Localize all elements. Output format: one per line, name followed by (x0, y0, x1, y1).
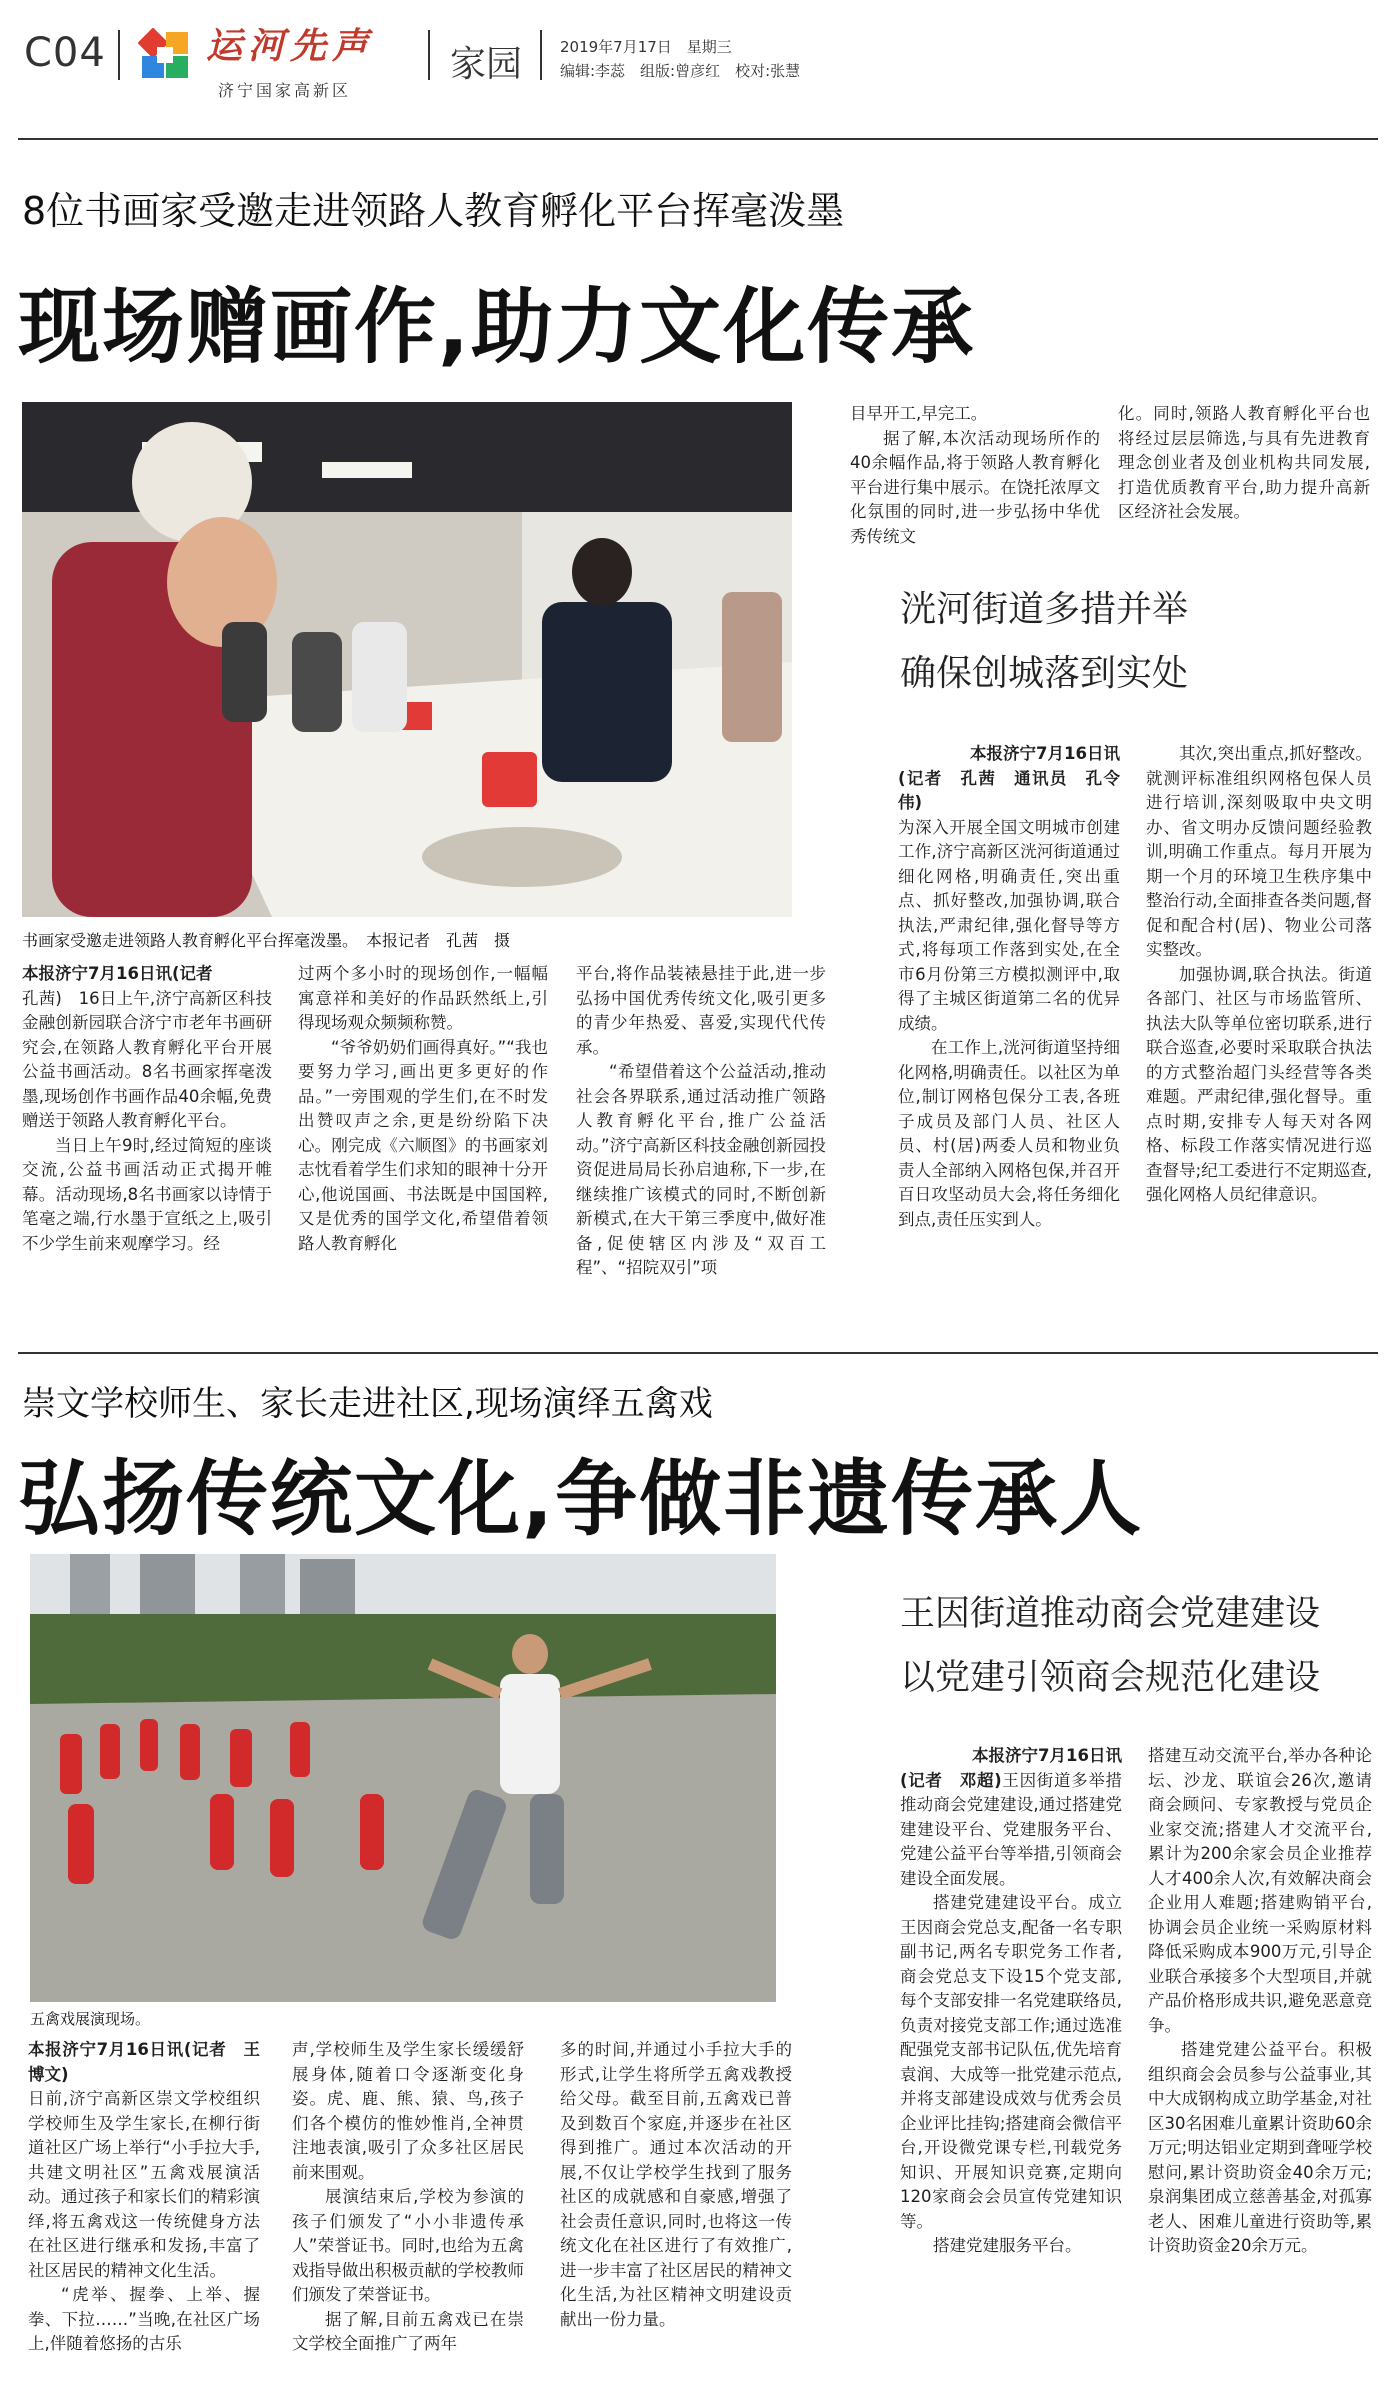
article3-headline: 弘扬传统文化,争做非遗传承人 (18, 1452, 1144, 1547)
article4-paragraph: 搭建互动交流平台,举办各种论坛、沙龙、联谊会26次,邀请商会顾问、专家教授与党员企业家交流;搭建人才交流平台,累计为200余家会员企业推荐人才400余人次,有效解决商会企业用人难题;搭建购销平台,协调会员企业统一采购原材料降低采购成本900万元,引导企业联合承接多个大型项目,并就产品价格形成共识,避免恶意竞争。 (1148, 1746, 1372, 2035)
article3-dateline: 本报济宁7月16日讯(记者 王博文) (28, 2040, 260, 2084)
article2-paragraph: 其次,突出重点,抓好整改。就测评标准组织网格包保人员进行培训,深刻吸取中央文明办、省文明办反馈问题经验教训,明确工作重点。每月开展为期一个月的环境卫生秩序集中整治行动,全面排查各类问题,督促和配合村(居)、物业公司落实整改。 (1146, 744, 1372, 959)
article2-paragraph: 为深入开展全国文明城市创建工作,济宁高新区洸河街道通过细化网格,明确责任,突出重点、抓好整改,加强协调,联合执法,严肃纪律,强化督导等方式,将每项工作落到实处,在全市6月份第三方模拟测评中,取得了主城区街道第二名的优异成绩。 (898, 817, 1120, 1033)
header-divider (118, 30, 120, 80)
article4-title-line: 以党建引领商会规范化建设 (900, 1658, 1321, 1698)
article4-dateline: 本报济宁7月16日讯 (972, 1746, 1122, 1765)
article4-title-line: 王因街道推动商会党建建设 (900, 1594, 1321, 1634)
article2-title (900, 578, 1188, 706)
article2-title-line: 确保创城落到实处 (900, 653, 1189, 694)
header-divider (428, 30, 430, 80)
article3-photo-caption: 五禽戏展演现场。 (30, 2010, 151, 2028)
article3-paragraph: 展演结束后,学校为参演的孩子们颁发了“小小非遗传承人”荣誉证书。同时,也给为五禽戏指导做出积极贡献的学校教师们颁发了荣誉证书。 (292, 2187, 524, 2304)
five-animal-exercise-photo (30, 1554, 776, 2002)
article3-column-1 (28, 2038, 260, 2357)
article2-paragraph: 在工作上,洸河街道坚持细化网格,明确责任。以社区为单位,制订网格包保分工表,各班子成员及部门人员、社区人员、村(居)两委人员和物业负责人全部纳入网格包保,并召开百日攻坚动员大会,将任务细化到点,责任压实到人。 (898, 1038, 1120, 1229)
newspaper-logo-icon (138, 28, 192, 82)
article1-photo-caption: 书画家受邀走进领路人教育孵化平台挥毫泼墨。 本报记者 孔茜 摄 (22, 931, 511, 950)
brand-title: 运河先声 (206, 25, 375, 67)
brand-subtitle: 济宁国家高新区 (218, 81, 352, 100)
article4-column-1 (900, 1744, 1122, 2259)
article2-reporter: (记者 孔茜 通讯员 孔令伟) (898, 768, 1120, 812)
article1-headline: 现场赠画作,助力文化传承 (18, 280, 976, 375)
article1-paragraph: 目早开工,早完工。 (850, 404, 988, 423)
article4-paragraph: 搭建党建公益平台。积极组织商会会员参与公益事业,其中大成钢构成立助学基金,对社区30名困难儿童累计资助60余万元;明达铝业定期到聋哑学校慰问,累计资助资金40余万元;泉润集团成立慈善基金,对孤寡老人、困难儿童进行资助等,累计资助资金20余万元。 (1148, 2040, 1372, 2255)
article4-paragraph: 搭建党建服务平台。 (933, 2236, 1082, 2255)
section-name: 家园 (450, 44, 523, 85)
article3-paragraph: 多的时间,并通过小手拉大手的形式,让学生将所学五禽戏教授给父母。截至目前,五禽戏已普及到数百个家庭,并逐步在社区得到推广。通过本次活动的开展,不仅让学校学生找到了服务社区的成就感和自豪感,增强了社会责任意识,同时,也将这一传统文化在社区进行了有效推广,进一步丰富了社区居民的精神文化生活,为社区精神文明建设贡献出一份力量。 (560, 2040, 792, 2329)
calligraphy-event-photo (22, 402, 792, 917)
article3-kicker: 崇文学校师生、家长走进社区,现场演绎五禽戏 (22, 1384, 713, 1424)
article1-column-4 (850, 402, 1100, 549)
article1-paragraph: 据了解,本次活动现场所作的40余幅作品,将于领路人教育孵化平台进行集中展示。在饶托浓厚文化氛围的同时,进一步弘扬中华优秀传统文 (850, 428, 1100, 546)
article4-paragraph: 王因街道多举措推动商会党建建设,通过搭建党建建设平台、党建服务平台、党建公益平台等举措,引领商会建设全面发展。 (900, 1770, 1122, 1888)
article4-title (900, 1582, 1320, 1710)
article3-paragraph: 据了解,目前五禽戏已在崇文学校全面推广了两年 (292, 2309, 524, 2353)
article1-dateline: 本报济宁7月16日讯(记者 (22, 964, 213, 983)
article1-column-1 (22, 962, 272, 1256)
article1-column-2 (298, 962, 548, 1256)
article1-paragraph: “爷爷奶奶们画得真好。”“我也要努力学习,画出更多更好的作品。”一旁围观的学生们,在不时发出赞叹声之余,更是纷纷陷下决心。刚完成《六顺图》的书画家刘志忱看着学生们求知的眼神十分开心,他说国画、书法既是中国国粹,又是优秀的国学文化,希望借着领路人教育孵化 (298, 1037, 548, 1253)
article1-paragraph: 孔茜) 16日上午,济宁高新区科技金融创新园联合济宁市老年书画研究会,在领路人教育孵化平台开展公益书画活动。8名书画家挥毫泼墨,现场创作书画作品40余幅,免费赠送于领路人教育孵化平台。 (22, 988, 272, 1130)
issue-date: 2019年7月17日 星期三 (560, 38, 732, 56)
editor-credits: 编辑:李蕊 组版:曾彦红 校对:张慧 (560, 62, 801, 80)
article1-paragraph: “希望借着这个公益活动,推动社会各界联系,通过活动推广领路人教育孵化平台,推广公益活动。”济宁高新区科技金融创新园投资促进局局长孙启迪称,下一步,在继续推广该模式的同时,不断创新新模式,在大干第三季度中,做好准备,促使辖区内涉及“双百工程”、“招院双引”项 (576, 1062, 826, 1277)
article1-paragraph: 化。同时,领路人教育孵化平台也将经过层层筛选,与具有先进教育理念创业者及创业机构共同发展,打造优质教育平台,助力提升高新区经济社会发展。 (1118, 404, 1370, 521)
article1-kicker: 8位书画家受邀走进领路人教育孵化平台挥毫泼墨 (22, 189, 845, 233)
article1-paragraph: 过两个多小时的现场创作,一幅幅寓意祥和美好的作品跃然纸上,引得现场观众频频称赞。 (298, 964, 548, 1032)
page-number: C04 (24, 30, 106, 76)
article4-reporter: (记者 邓超) (900, 1770, 1002, 1790)
header-rule (18, 138, 1378, 140)
article2-paragraph: 加强协调,联合执法。街道各部门、社区与市场监管所、执法大队等单位密切联系,进行联合巡查,必要时采取联合执法的方式整治超门头经营等各类难题。严肃纪律,强化督导。重点时期,安排专人每天对各网格、标段工作落实情况进行巡查督导;纪工委进行不定期巡查,强化网格人员纪律意识。 (1146, 964, 1372, 1204)
article1-column-3 (576, 962, 826, 1281)
article3-paragraph: 日前,济宁高新区崇文学校组织学校师生及学生家长,在柳行街道社区广场上举行“小手拉大手,共建文明社区”五禽戏展演活动。通过孩子和家长们的精彩演绎,将五禽戏这一传统健身方法在社区进行继承和发扬,丰富了社区居民的精神文化生活。 (28, 2089, 260, 2280)
article2-dateline: 本报济宁7月16日讯 (970, 744, 1120, 763)
article3-paragraph: “虎举、握拳、上举、握拳、下拉……”当晚,在社区广场上,伴随着悠扬的古乐 (28, 2285, 260, 2353)
article4-column-2 (1148, 1744, 1372, 2259)
article2-column-2 (1146, 742, 1372, 1208)
article3-column-3 (560, 2038, 792, 2332)
article2-column-1 (898, 742, 1120, 1232)
article1-column-5 (1118, 402, 1370, 525)
article1-paragraph: 平台,将作品装裱悬挂于此,进一步弘扬中国优秀传统文化,吸引更多的青少年热爱、喜爱,实现代代传承。 (576, 964, 826, 1057)
article3-column-2 (292, 2038, 524, 2357)
section-rule (18, 1352, 1378, 1354)
article2-title-line: 洸河街道多措并举 (900, 589, 1189, 630)
article4-paragraph: 搭建党建建设平台。成立王因商会党总支,配备一名专职副书记,两名专职党务工作者,商会党总支下设15个党支部,每个支部安排一名党建联络员,负责对接党支部工作;通过选准配强党支部书记队伍,优先培育袁润、大成等一批党建示范点,并将支部建设成效与优秀会员企业评比挂钩;搭建商会微信平台,开设微党课专栏,刊载党务知识、开展知识竞赛,定期向120家商会会员宣传党建知识等。 (900, 1893, 1122, 2231)
header-divider (540, 30, 542, 80)
article3-paragraph: 声,学校师生及学生家长缓缓舒展身体,随着口令逐渐变化身姿。虎、鹿、熊、猿、鸟,孩子们各个模仿的惟妙惟肖,全神贯注地表演,吸引了众多社区居民前来围观。 (292, 2040, 524, 2182)
article1-paragraph: 当日上午9时,经过简短的座谈交流,公益书画活动正式揭开帷幕。活动现场,8名书画家以诗情于笔毫之端,行水墨于宣纸之上,吸引不少学生前来观摩学习。经 (22, 1135, 272, 1253)
